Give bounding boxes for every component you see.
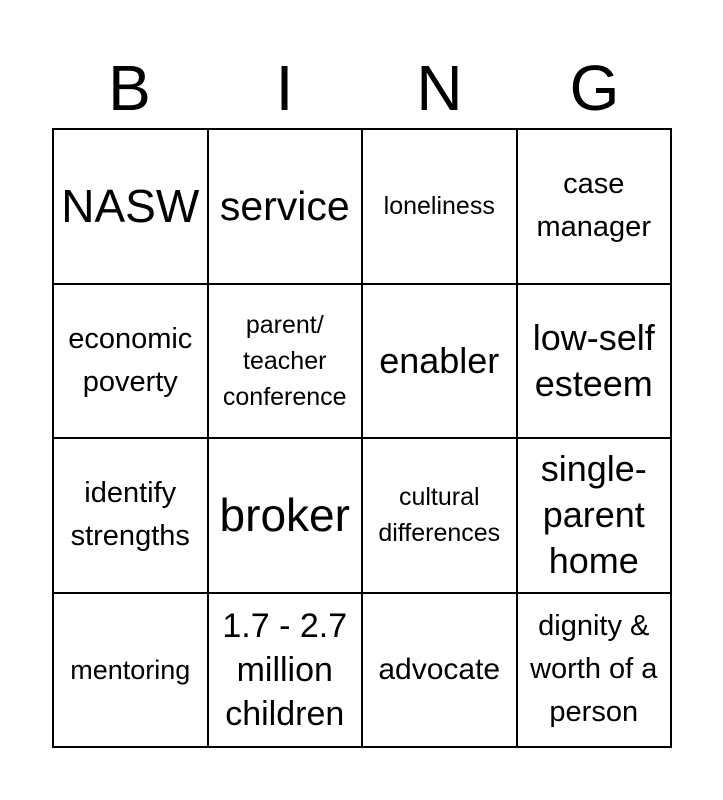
bingo-cell[interactable] xyxy=(54,594,209,749)
cell-text: cultural differences xyxy=(378,483,501,548)
bingo-cell[interactable] xyxy=(54,285,209,440)
bingo-cell[interactable] xyxy=(518,285,673,440)
bingo-cell[interactable] xyxy=(209,130,364,285)
cell-text: enabler xyxy=(379,339,500,381)
cell-text: low-self esteem xyxy=(532,316,655,404)
bingo-cell[interactable] xyxy=(54,439,209,594)
bingo-cell[interactable] xyxy=(209,439,364,594)
header-letter-b: B xyxy=(108,52,151,124)
bingo-cell[interactable] xyxy=(363,594,518,749)
bingo-cell[interactable] xyxy=(363,285,518,440)
bingo-cell[interactable] xyxy=(209,285,364,440)
bingo-grid xyxy=(52,128,672,748)
cell-text: identify strengths xyxy=(70,477,190,553)
cell-text: single-parent home xyxy=(540,448,647,582)
bingo-cell[interactable] xyxy=(518,439,673,594)
cell-text: mentoring xyxy=(70,654,191,685)
cell-text: dignity & worth of a person xyxy=(530,610,658,729)
bingo-cell[interactable] xyxy=(518,594,673,749)
cell-text: case manager xyxy=(536,168,651,244)
bingo-cell[interactable] xyxy=(54,130,209,285)
cell-text: NASW xyxy=(61,180,200,233)
cell-text: economic poverty xyxy=(68,322,193,398)
header-letter-i: I xyxy=(275,52,294,124)
bingo-header xyxy=(52,48,672,128)
bingo-cell[interactable] xyxy=(209,594,364,749)
cell-text: parent/ teacher conference xyxy=(222,310,347,411)
cell-text: 1.7 - 2.7 million children xyxy=(222,606,348,733)
cell-text: service xyxy=(219,183,350,230)
bingo-cell[interactable] xyxy=(518,130,673,285)
bingo-cell[interactable] xyxy=(363,439,518,594)
cell-text: broker xyxy=(219,489,350,542)
cell-text: loneliness xyxy=(383,192,495,221)
header-letter-n: N xyxy=(416,52,463,124)
bingo-cell[interactable] xyxy=(363,130,518,285)
cell-text: advocate xyxy=(378,652,501,686)
header-letter-g: G xyxy=(569,52,620,124)
